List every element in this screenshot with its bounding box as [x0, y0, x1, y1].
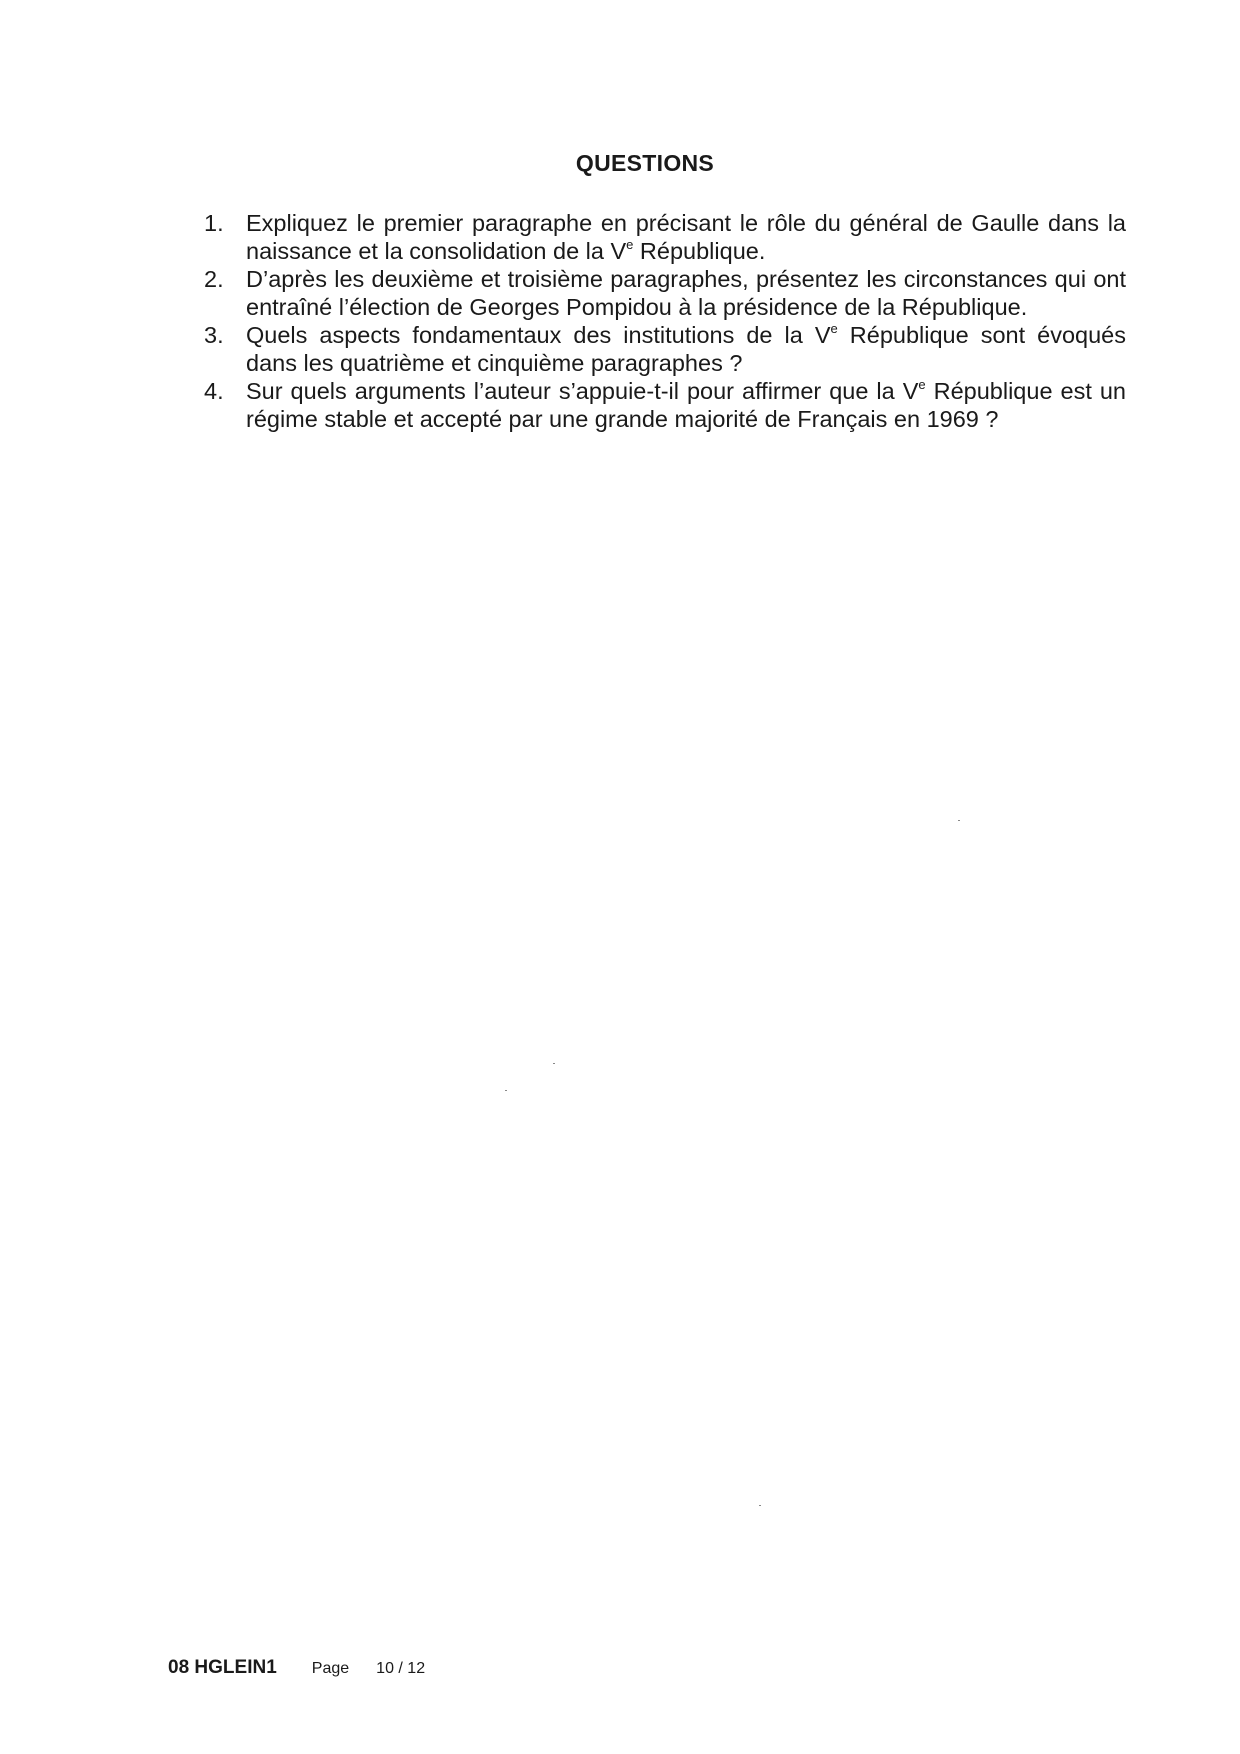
question-text-end: République sont évoqués dans les quatrième et cinquième paragraphes ?	[246, 322, 1126, 376]
question-item	[202, 321, 1126, 377]
question-number: 3.	[204, 322, 224, 348]
question-text-start: Expliquez le premier paragraphe en précisant le rôle du général de Gaulle dans la naissance et la consolidation de la V	[246, 210, 1126, 264]
question-item	[202, 209, 1126, 265]
superscript: e	[830, 321, 838, 337]
question-text-start: Sur quels arguments l’auteur s’appuie-t-il pour affirmer que la V	[246, 378, 919, 404]
superscript: e	[918, 377, 926, 393]
question-text-end: République est un régime stable et accepté par une grande majorité de Français en 1969 ?	[246, 378, 1126, 432]
superscript: e	[626, 237, 634, 253]
page-footer	[168, 1657, 425, 1679]
question-text-end: République.	[633, 238, 766, 264]
question-item	[202, 377, 1126, 433]
question-number: 2.	[204, 266, 224, 292]
question-text	[246, 266, 1126, 320]
questions-list	[202, 209, 1126, 433]
question-item	[202, 265, 1126, 321]
scan-speck	[958, 820, 960, 821]
question-text	[246, 322, 1126, 376]
document-code: 08 HGLEIN1	[168, 1657, 277, 1678]
question-number: 1.	[204, 210, 224, 236]
question-text	[246, 378, 1126, 432]
page-number: 10 / 12	[376, 1660, 426, 1677]
question-text-start: D’après les deuxième et troisième paragraphes, présentez les circonstances qui ont entraîné l’élection de Georges Pompidou à la présidence de la République.	[246, 266, 1126, 320]
scan-speck	[505, 1090, 507, 1091]
question-number: 4.	[204, 378, 224, 404]
question-text	[246, 210, 1126, 264]
page-label: Page	[311, 1660, 350, 1677]
scan-speck	[553, 1063, 555, 1064]
scan-speck	[759, 1505, 761, 1506]
question-text-start: Quels aspects fondamentaux des institutions de la V	[246, 322, 831, 348]
questions-heading: QUESTIONS	[575, 150, 715, 176]
